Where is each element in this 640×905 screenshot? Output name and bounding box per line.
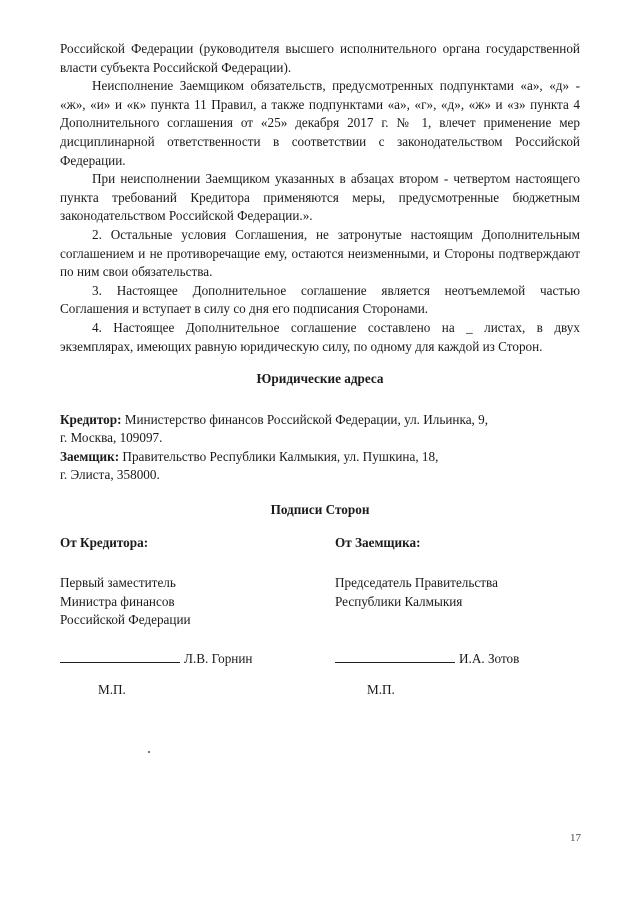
borrower-signatory-name: И.А. Зотов xyxy=(459,651,520,667)
borrower-address-text: Правительство Республики Калмыкия, ул. Пушкина, 18, xyxy=(122,448,439,464)
borrower-from: От Заемщика: xyxy=(335,534,421,550)
borrower-title-line: Председатель Правительства xyxy=(335,575,498,591)
signature-blank xyxy=(335,652,455,663)
paragraph-6: 4. Настоящее Дополнительное соглашение составлено на _ листах, в двух экземплярах, имеющих равную юридическую силу, по одному для каждой из Сторон. xyxy=(60,319,580,354)
creditor-label: Кредитор: xyxy=(60,411,122,427)
paragraph-4: 2. Остальные условия Соглашения, не затронутые настоящим Дополнительным соглашением и не противоречащие ему, остаются неизменными, и Стороны подтверждают по ним свои обязательства. xyxy=(60,226,580,280)
addresses-heading: Юридические адреса xyxy=(256,371,384,387)
creditor-title-line: Российской Федерации xyxy=(60,612,191,628)
borrower-title xyxy=(335,574,580,630)
signature-blank xyxy=(60,652,180,663)
page-number: 17 xyxy=(570,832,581,844)
scan-speck xyxy=(148,751,150,753)
creditor-signature-line xyxy=(60,650,300,669)
addresses-block xyxy=(60,411,580,485)
paragraph-5: 3. Настоящее Дополнительное соглашение является неотъемлемой частью Соглашения и вступает в силу со дня его подписания Сторонами. xyxy=(60,282,580,317)
spacer xyxy=(335,611,580,630)
creditor-title-line: Первый заместитель xyxy=(60,575,176,591)
borrower-stamp-place: М.П. xyxy=(367,681,395,697)
document-page xyxy=(60,40,580,697)
creditor-address-text: Министерство финансов Российской Федерации, ул. Ильинка, 9, xyxy=(124,411,489,427)
borrower-address xyxy=(60,448,580,467)
creditor-address xyxy=(60,411,580,430)
borrower-signature-column xyxy=(335,534,580,700)
creditor-from: От Кредитора: xyxy=(60,534,149,550)
borrower-signature-line xyxy=(335,650,580,669)
paragraph-1: Российской Федерации (руководителя высшего исполнительного органа государственной власти субъекта Российской Федерации). xyxy=(60,41,580,75)
signatures-heading: Подписи Сторон xyxy=(270,502,370,518)
creditor-signatory-name: Л.В. Горнин xyxy=(184,651,253,667)
borrower-label: Заемщик: xyxy=(60,448,120,464)
paragraph-2: Неисполнение Заемщиком обязательств, предусмотренных подпунктами «а», «д» - «ж», «и» и «к» пункта 11 Правил, а также подпунктами «а», «г», «д», «ж» и «з» пункта 4 Дополнительного соглашения от «25» декабря 2017 г. № 1, влечет применение мер дисциплинарной ответственности в соответствии с законодательством Российской Федерации. xyxy=(60,78,580,168)
creditor-title-line: Министра финансов xyxy=(60,593,175,609)
creditor-title xyxy=(60,574,300,630)
creditor-signature-column xyxy=(60,534,300,700)
signatures-block xyxy=(60,534,580,697)
borrower-city: г. Элиста, 358000. xyxy=(60,467,160,483)
creditor-city: г. Москва, 109097. xyxy=(60,430,163,446)
borrower-title-line: Республики Калмыкия xyxy=(335,593,463,609)
creditor-stamp-place: М.П. xyxy=(98,681,126,697)
paragraph-3: При неисполнении Заемщиком указанных в абзацах втором - четвертом настоящего пункта требований Кредитора применяются меры, предусмотренные бюджетным законодательством Российской Федерации.». xyxy=(60,171,580,224)
